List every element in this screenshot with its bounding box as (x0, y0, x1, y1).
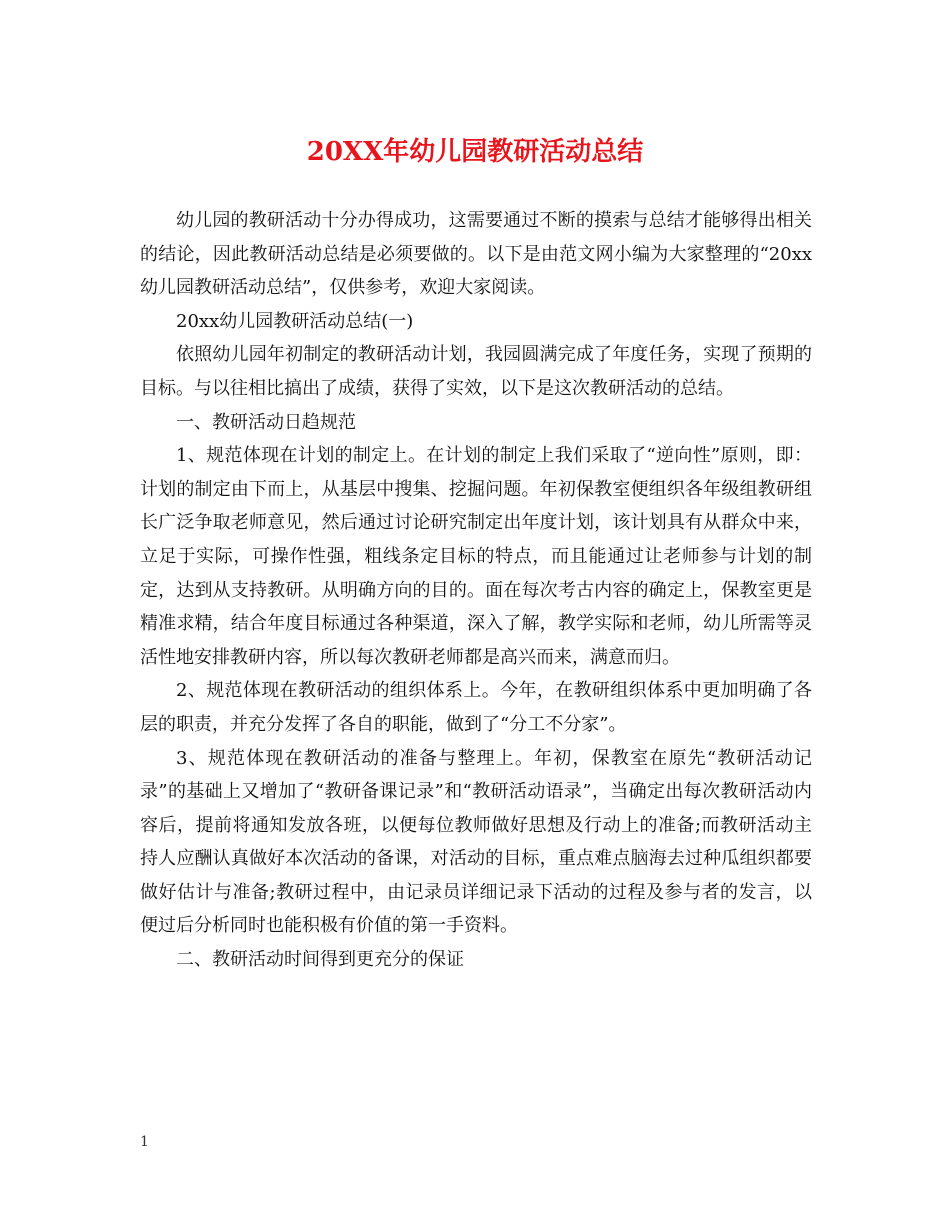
section-heading-2: 二、教研活动时间得到更充分的保证 (176, 949, 464, 971)
page-number: 1 (140, 1134, 149, 1150)
paragraph-overview: 依照幼儿园年初制定的教研活动计划，我园圆满完成了年度任务，实现了预期的目标。与以往相比搞出了成绩，获得了实效，以下是这次教研活动的总结。 (140, 344, 812, 399)
section-heading-1: 一、教研活动日趋规范 (176, 411, 356, 433)
paragraph-intro: 幼儿园的教研活动十分办得成功，这需要通过不断的摸索与总结才能够得出相关的结论，因此教研活动总结是必须要做的。以下是由范文网小编为大家整理的“20xx幼儿园教研活动总结”，仅供参考，欢迎大家阅读。 (140, 210, 812, 299)
paragraph-item-3: 3、规范体现在教研活动的准备与整理上。年初，保教室在原先“教研活动记录”的基础上又增加了“教研备课记录”和“教研活动语录”，当确定出每次教研活动内容后，提前将通知发放各班，以便每位教师做好思想及行动上的准备;而教研活动主持人应酬认真做好本次活动的备课，对活动的目标，重点难点脑海去过种瓜组织都要做好估计与准备;教研过程中，由记录员详细记录下活动的过程及参与者的发言，以便过后分析同时也能积极有价值的第一手资料。 (140, 747, 812, 937)
document-title: 20XX年幼儿园教研活动总结 (306, 137, 644, 167)
paragraph-item-2: 2、规范体现在教研活动的组织体系上。今年，在教研组织体系中更加明确了各层的职责，并充分发挥了各自的职能，做到了“分工不分家”。 (140, 680, 812, 735)
document-body (140, 204, 812, 977)
paragraph-item-1: 1、规范体现在计划的制定上。在计划的制定上我们采取了“逆向性”原则，即：计划的制定由下而上，从基层中搜集、挖掘问题。年初保教室便组织各年级组教研组长广泛争取老师意见，然后通过讨论研究制定出年度计划，该计划具有从群众中来，立足于实际，可操作性强，粗线条定目标的特点，而且能通过让老师参与计划的制定，达到从支持教研。从明确方向的目的。面在每次考古内容的确定上，保教室更是精准求精，结合年度目标通过各种渠道，深入了解，教学实际和老师，幼儿所需等灵活性地安排教研内容，所以每次教研老师都是高兴而来，满意而归。 (140, 445, 812, 668)
paragraph-subtitle: 20xx幼儿园教研活动总结(一) (176, 310, 414, 332)
